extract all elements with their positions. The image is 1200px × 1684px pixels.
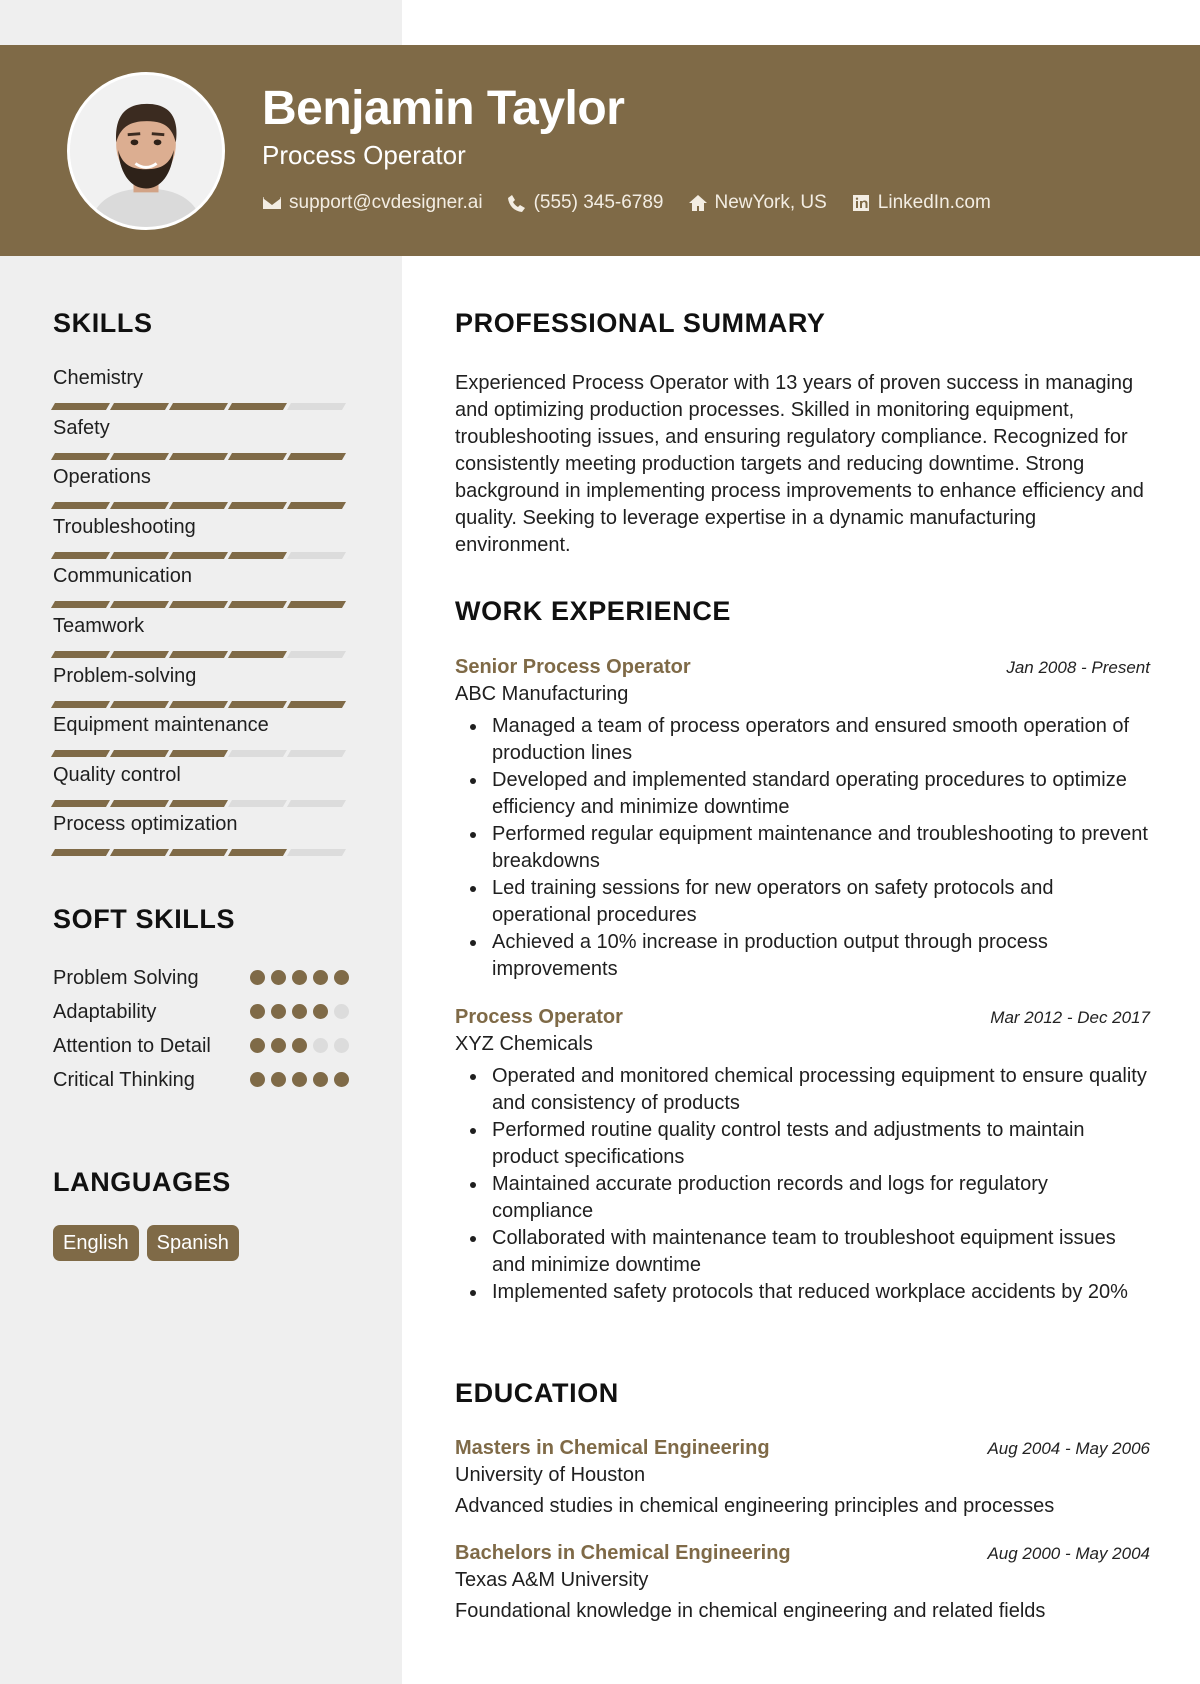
skill-bar-segment (169, 601, 228, 608)
skill-level-bar (53, 651, 348, 658)
skill-level-bar (53, 849, 348, 856)
job-company: XYZ Chemicals (455, 1033, 593, 1055)
job-bullet: Collaborated with maintenance team to troubleshoot equipment issues and minimize downtime (455, 1225, 1150, 1279)
edu-degree: Bachelors in Chemical Engineering (455, 1542, 791, 1564)
job-bullet: Performed regular equipment maintenance and troubleshooting to prevent breakdowns (455, 821, 1150, 875)
skill-name: Communication (53, 565, 192, 588)
education-entry (455, 1542, 1150, 1623)
candidate-title: Process Operator (262, 140, 466, 170)
rating-dot (271, 970, 286, 985)
skill-bar-segment (228, 701, 287, 708)
contact-phone-text: (555) 345-6789 (533, 192, 664, 213)
rating-dot (250, 970, 265, 985)
rating-dot (250, 1038, 265, 1053)
skill-bar-segment (51, 502, 110, 509)
skill-bar-segment (228, 849, 287, 856)
skill-level-bar (53, 800, 348, 807)
skill-bar-segment (228, 800, 287, 807)
skill-bar-segment (228, 453, 287, 460)
header-banner (0, 45, 1200, 256)
skill-bar-segment (287, 701, 346, 708)
rating-dot (313, 1038, 328, 1053)
skill-row (53, 765, 349, 815)
rating-dot (334, 1004, 349, 1019)
skill-bar-segment (110, 453, 169, 460)
job-role: Process Operator (455, 1006, 623, 1028)
skill-name: Safety (53, 416, 110, 439)
skill-bar-segment (287, 403, 346, 410)
edu-school: University of Houston (455, 1464, 646, 1486)
job-bullet: Led training sessions for new operators on safety protocols and operational procedures (455, 875, 1150, 929)
job-bullet: Managed a team of process operators and ensured smooth operation of production lines (455, 713, 1150, 767)
rating-dot (271, 1004, 286, 1019)
edu-dates: Aug 2004 - May 2006 (987, 1439, 1150, 1458)
skill-bar-segment (287, 651, 346, 658)
soft-skill-name: Critical Thinking (53, 1069, 195, 1091)
skill-bar-segment (169, 750, 228, 757)
languages-heading: LANGUAGES (53, 1167, 231, 1197)
envelope-icon (262, 193, 282, 213)
skill-name: Quality control (53, 763, 181, 786)
job-role: Senior Process Operator (455, 656, 691, 678)
skill-bar-segment (51, 651, 110, 658)
candidate-name: Benjamin Taylor (262, 82, 625, 135)
skill-bar-segment (287, 849, 346, 856)
skill-bar-segment (51, 849, 110, 856)
skill-bar-segment (110, 552, 169, 559)
soft-skills-list (53, 964, 349, 1100)
job-bullet: Achieved a 10% increase in production output through process improvements (455, 929, 1150, 983)
job-entry (455, 1006, 1150, 1306)
skill-row (53, 616, 349, 666)
job-bullet: Maintained accurate production records and logs for regulatory compliance (455, 1171, 1150, 1225)
contact-email[interactable] (262, 192, 483, 214)
skill-bar-segment (169, 800, 228, 807)
rating-dot (250, 1072, 265, 1087)
skill-row (53, 467, 349, 517)
skill-name: Problem-solving (53, 664, 197, 687)
edu-school: Texas A&M University (455, 1569, 649, 1591)
soft-skill-rating (244, 970, 349, 985)
skill-bar-segment (287, 453, 346, 460)
soft-skill-rating (244, 1072, 349, 1087)
language-pill: English (53, 1225, 139, 1261)
skill-row (53, 418, 349, 468)
skill-bar-segment (169, 701, 228, 708)
skill-bar-segment (169, 849, 228, 856)
summary-text: Experienced Process Operator with 13 years of proven success in managing and optimizing production processes. Skilled in monitoring equipment, troubleshooting issues, and ensuring regulatory compliance. Recognized for consistently meeting production targets and reducing downtime. Strong background in implementing process improvements to enhance efficiency and quality. Seeking to leverage expertise in a dynamic manufacturing environment. (455, 372, 1144, 556)
skills-list (53, 368, 349, 864)
linkedin-icon (851, 193, 871, 213)
skill-bar-segment (228, 403, 287, 410)
rating-dot (292, 970, 307, 985)
job-bullets (455, 1063, 1150, 1306)
skill-bar-segment (169, 403, 228, 410)
education-entry (455, 1437, 1150, 1518)
job-bullet: Performed routine quality control tests and adjustments to maintain product specifications (455, 1117, 1150, 1171)
skill-bar-segment (51, 750, 110, 757)
skill-level-bar (53, 453, 348, 460)
skill-bar-segment (110, 403, 169, 410)
skill-bar-segment (110, 800, 169, 807)
skill-bar-segment (228, 651, 287, 658)
home-icon (688, 193, 708, 213)
contact-location (688, 192, 827, 214)
soft-skill-name: Attention to Detail (53, 1035, 211, 1057)
soft-skill-row (53, 1066, 349, 1094)
skill-bar-segment (169, 453, 228, 460)
skill-level-bar (53, 750, 348, 757)
phone-icon (507, 193, 527, 213)
skill-row (53, 566, 349, 616)
soft-skill-rating (244, 1038, 349, 1053)
skill-bar-segment (169, 552, 228, 559)
skill-bar-segment (228, 750, 287, 757)
rating-dot (250, 1004, 265, 1019)
soft-skill-row (53, 1032, 349, 1060)
skill-row (53, 715, 349, 765)
contact-email-text: support@cvdesigner.ai (289, 192, 483, 213)
rating-dot (292, 1038, 307, 1053)
soft-skill-row (53, 998, 349, 1026)
soft-skill-name: Adaptability (53, 1001, 157, 1023)
summary-heading: PROFESSIONAL SUMMARY (455, 308, 826, 338)
skill-level-bar (53, 701, 348, 708)
rating-dot (271, 1038, 286, 1053)
skill-bar-segment (51, 403, 110, 410)
skill-level-bar (53, 552, 348, 559)
skill-bar-segment (110, 651, 169, 658)
skill-bar-segment (169, 502, 228, 509)
soft-skill-rating (244, 1004, 349, 1019)
soft-skill-name: Problem Solving (53, 967, 199, 989)
skill-level-bar (53, 403, 348, 410)
skill-bar-segment (287, 552, 346, 559)
skill-bar-segment (110, 750, 169, 757)
skill-level-bar (53, 502, 348, 509)
soft-skill-row (53, 964, 349, 992)
skill-name: Chemistry (53, 367, 144, 389)
skill-level-bar (53, 601, 348, 608)
edu-description: Advanced studies in chemical engineering principles and processes (455, 1495, 1055, 1517)
skill-bar-segment (51, 701, 110, 708)
skill-bar-segment (110, 601, 169, 608)
skill-bar-segment (287, 502, 346, 509)
skill-bar-segment (110, 701, 169, 708)
rating-dot (292, 1072, 307, 1087)
avatar (67, 72, 225, 230)
skill-bar-segment (110, 502, 169, 509)
skill-bar-segment (287, 601, 346, 608)
job-bullet: Operated and monitored chemical processing equipment to ensure quality and consistency of products (455, 1063, 1150, 1117)
contact-linkedin[interactable] (851, 192, 991, 214)
job-company: ABC Manufacturing (455, 683, 629, 705)
soft-skills-heading: SOFT SKILLS (53, 904, 236, 934)
skill-row (53, 517, 349, 567)
skills-heading: SKILLS (53, 308, 153, 338)
skill-bar-segment (51, 800, 110, 807)
skill-bar-segment (228, 552, 287, 559)
rating-dot (313, 1004, 328, 1019)
experience-heading: WORK EXPERIENCE (455, 596, 732, 626)
rating-dot (271, 1072, 286, 1087)
edu-dates: Aug 2000 - May 2004 (987, 1544, 1150, 1563)
skill-name: Troubleshooting (53, 515, 196, 538)
profile-photo (70, 75, 222, 227)
contact-phone[interactable] (507, 192, 664, 214)
skill-bar-segment (51, 601, 110, 608)
skill-bar-segment (228, 502, 287, 509)
skill-bar-segment (169, 651, 228, 658)
job-dates: Mar 2012 - Dec 2017 (990, 1008, 1150, 1027)
skill-bar-segment (287, 800, 346, 807)
skill-name: Teamwork (53, 614, 145, 637)
rating-dot (292, 1004, 307, 1019)
languages-list (53, 1225, 247, 1261)
skill-name: Process optimization (53, 813, 238, 836)
contact-linkedin-text: LinkedIn.com (877, 192, 991, 213)
contact-location-text: NewYork, US (714, 192, 827, 213)
skill-bar-segment (51, 552, 110, 559)
rating-dot (313, 1072, 328, 1087)
skill-row (53, 368, 349, 418)
language-pill: Spanish (147, 1225, 239, 1261)
skill-bar-segment (228, 601, 287, 608)
rating-dot (334, 1038, 349, 1053)
rating-dot (334, 970, 349, 985)
skill-name: Operations (53, 466, 151, 489)
skill-row (53, 814, 349, 864)
skill-name: Equipment maintenance (53, 714, 269, 737)
skill-bar-segment (110, 849, 169, 856)
job-bullet: Implemented safety protocols that reduced workplace accidents by 20% (455, 1279, 1150, 1306)
skill-bar-segment (287, 750, 346, 757)
rating-dot (313, 970, 328, 985)
education-heading: EDUCATION (455, 1378, 619, 1408)
job-bullets (455, 713, 1150, 983)
contact-bar (262, 192, 1015, 214)
job-bullet: Developed and implemented standard operating procedures to optimize efficiency and minimize downtime (455, 767, 1150, 821)
rating-dot (334, 1072, 349, 1087)
edu-description: Foundational knowledge in chemical engineering and related fields (455, 1600, 1046, 1622)
skill-row (53, 666, 349, 716)
skill-bar-segment (51, 453, 110, 460)
edu-degree: Masters in Chemical Engineering (455, 1437, 770, 1459)
job-entry (455, 656, 1150, 983)
job-dates: Jan 2008 - Present (1006, 658, 1150, 677)
